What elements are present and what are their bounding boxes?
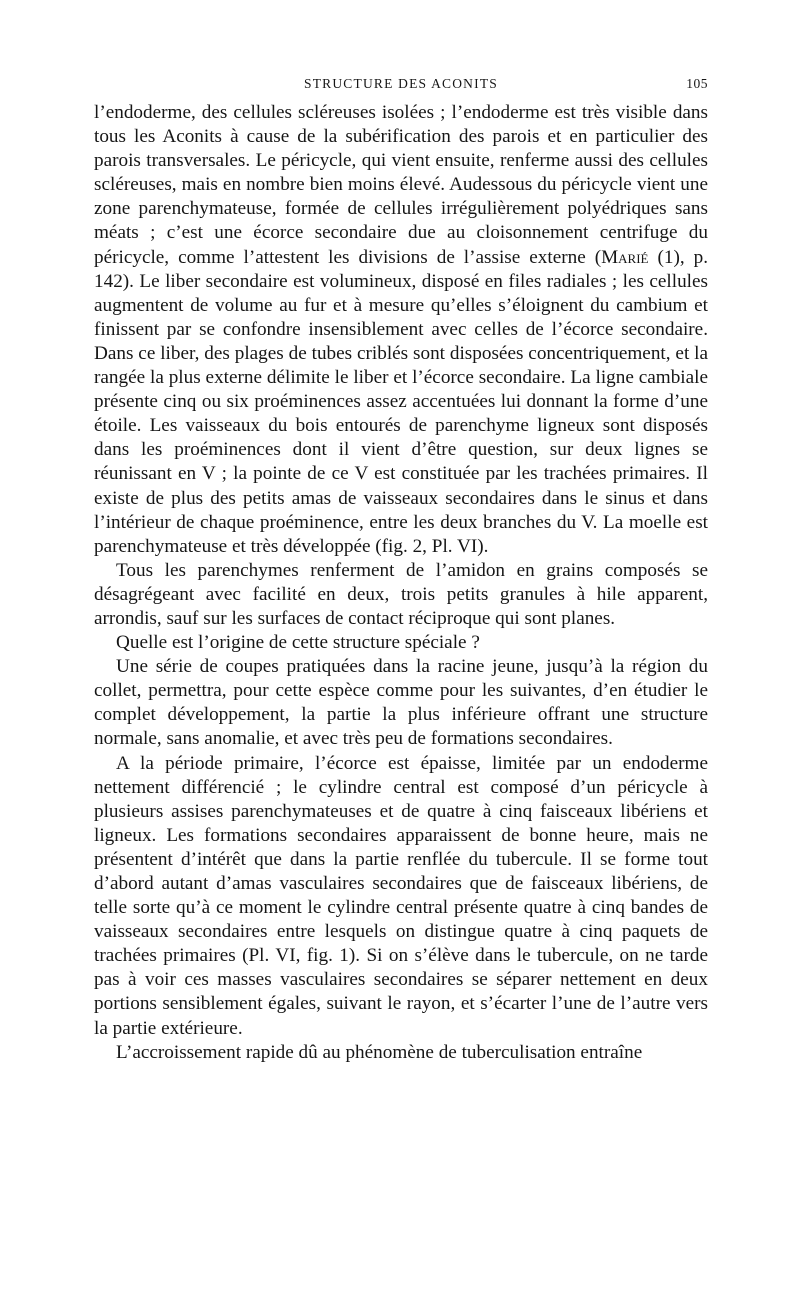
paragraph-1-text-start: l’endoderme, des cellules scléreuses isolées ; l’endoderme est très visible dans tous les Aconits à cause de la subérification des parois et en particulier des parois transversales. Le péricycle, qui vient ensuite, renferme aussi des cellules scléreuses, mais en nombre bien moins élevé. Audessous du péricycle vient une zone parenchymateuse, formée de cellules irrégulièrement polyédriques sans méats ; c’est une écorce secondaire due au cloisonnement centrifuge du péricycle, comme l’attestent les divisions de l’assise externe ( bbox=[94, 102, 708, 268]
author-citation: Marié bbox=[601, 246, 649, 268]
paragraph-1 bbox=[94, 101, 708, 559]
running-title: STRUCTURE DES ACONITS bbox=[304, 76, 498, 91]
paragraph-3: Quelle est l’origine de cette structure spéciale ? bbox=[116, 632, 480, 654]
paragraph-2: Tous les parenchymes renferment de l’amidon en grains composés se désagrégeant avec facilité en deux, trois petits granules à hile apparent, arrondis, sauf sur les surfaces de contact réciproque qui sont planes. bbox=[94, 559, 708, 629]
paragraph-5: A la période primaire, l’écorce est épaisse, limitée par un endoderme nettement différencié ; le cylindre central est composé d’un péricycle à plusieurs assises parenchymateuses et de quatre à cinq faisceaux libériens et ligneux. Les formations secondaires apparaissent de bonne heure, mais ne présentent d’intérêt que dans la partie renflée du tubercule. Il se forme tout d’abord autant d’amas vasculaires secondaires que de faisceaux libériens, de telle sorte qu’à ce moment le cylindre central présente quatre à cinq bandes de vaisseaux secondaires entre lesquels on distingue quatre à cinq paquets de trachées primaires (Pl. VI, fig. 1). Si on s’élève dans le tubercule, on ne tarde pas à voir ces masses vasculaires secondaires se séparer nettement en deux portions sensiblement égales, suivant le rayon, et s’écarter l’une de l’autre vers la partie extérieure. bbox=[94, 752, 708, 1039]
paragraph-4: Une série de coupes pratiquées dans la racine jeune, jusqu’à la région du collet, permettra, pour cette espèce comme pour les suivantes, d’en étudier le complet développement, la partie la plus inférieure offrant une structure normale, sans anomalie, et avec très peu de formations secondaires. bbox=[94, 656, 708, 750]
running-header bbox=[94, 76, 708, 98]
document-page bbox=[94, 0, 708, 1299]
body-text bbox=[94, 101, 708, 1065]
page-number: 105 bbox=[686, 76, 708, 91]
paragraph-6: L’accroissement rapide dû au phénomène de tuberculisation entraîne bbox=[116, 1041, 643, 1063]
paragraph-1-text-end: (1), p. 142). Le liber secondaire est volumineux, disposé en files radiales ; les cellules augmentent de volume au fur et à mesure qu’elles s’éloignent du cambium et finissent par se confondre insensiblement avec celles de l’écorce secondaire. Dans ce liber, des plages de tubes criblés sont disposées concentriquement, et la rangée la plus externe délimite le liber et l’écorce secondaire. La ligne cambiale présente cinq ou six proéminences assez accentuées lui donnant la forme d’une étoile. Les vaisseaux du bois entourés de parenchyme ligneux sont disposés dans les proéminences dont il vient d’être question, sur deux lignes se réunissant en V ; la pointe de ce V est constituée par les trachées primaires. Il existe de plus des petits amas de vaisseaux secondaires dans le sinus et dans l’intérieur de chaque proéminence, entre les deux branches du V. La moelle est parenchymateuse et très développée (fig. 2, Pl. VI). bbox=[94, 246, 708, 557]
